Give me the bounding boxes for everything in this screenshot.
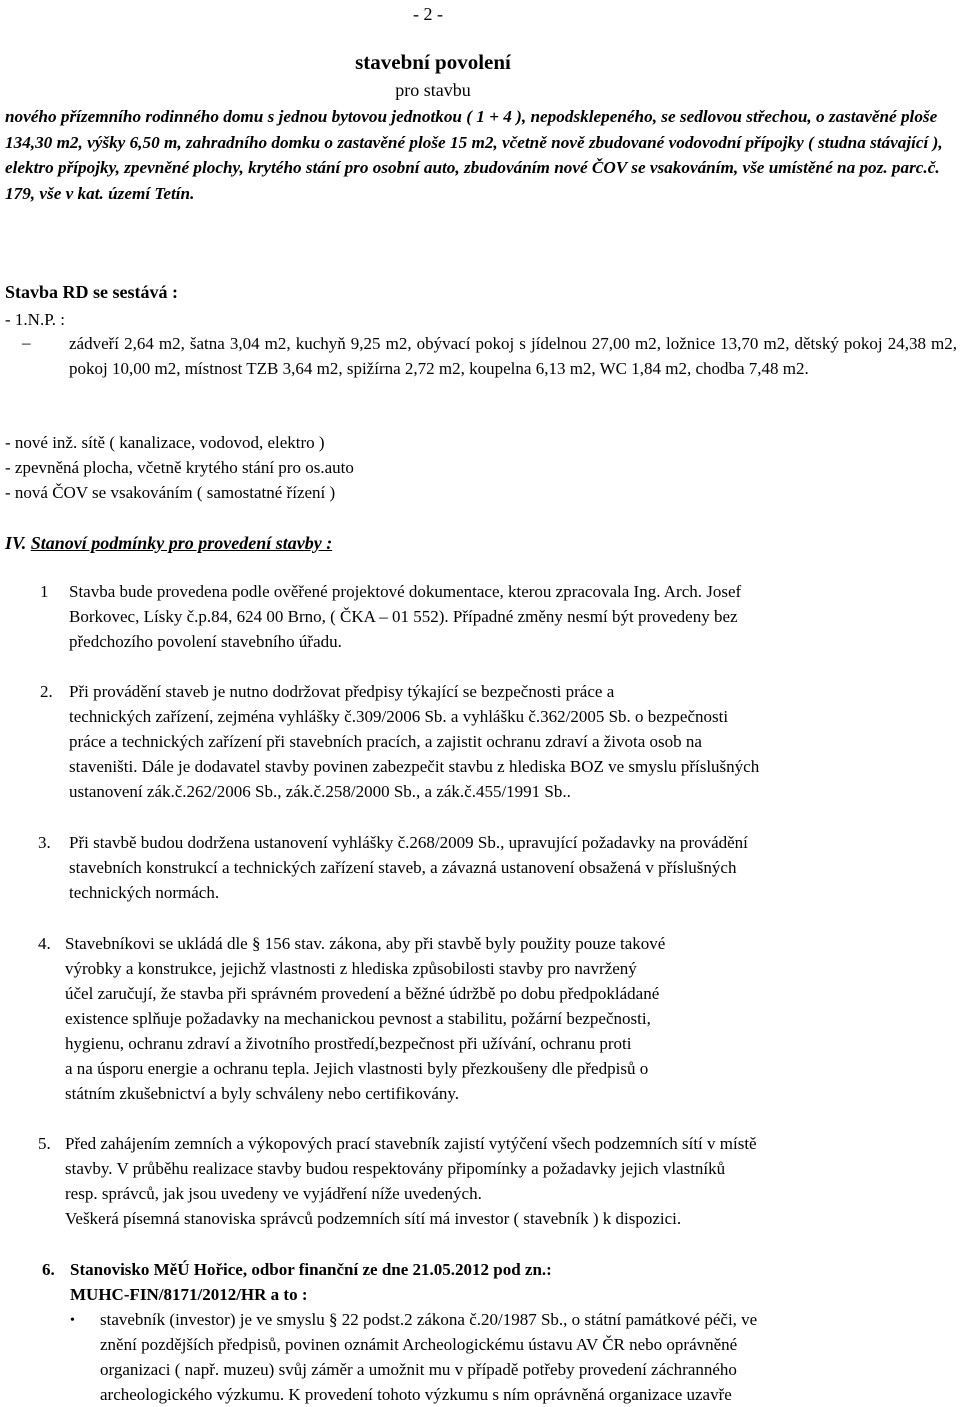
- item-number: 3.: [38, 833, 51, 852]
- floor-label: - 1.N.P. :: [5, 310, 65, 329]
- page-number: - 2 -: [413, 4, 443, 24]
- item-line: technických zařízení, zejména vyhlášky č.309/2006 Sb. a vyhlášku č.362/2005 Sb. o bezpečnosti: [69, 707, 729, 726]
- item-line: Před zahájením zemních a výkopových prací stavebník zajistí vytýčení všech podzemních sítí v místě: [65, 1134, 757, 1153]
- document-title: stavební povolení: [355, 50, 511, 74]
- item-number: 4.: [38, 934, 51, 953]
- item-line: technických normách.: [69, 883, 220, 902]
- extra-item: - nová ČOV se vsakováním ( samostatné řízení ): [5, 483, 336, 502]
- building-description: nového přízemního rodinného domu s jednou bytovou jednotkou ( 1 + 4 ), nepodsklepeného, se sedlovou střechou, o zastavěné ploše 134,30 m2, výšky 6,50 m, zahradního domku o zastavěné ploše 15 m2, včetně nově zbudované vodovodní přípojky ( studna stávající ), elektro přípojky, zpevněné plochy, krytého stání pro osobní auto, zbudováním nové ČOV se vsakováním, vše umístěné na poz. parc.č. 179, vše v kat. území Tetín.: [5, 107, 943, 203]
- item-line: stavebních konstrukcí a technických zařízení staveb, a závazná ustanovení obsažená v příslušných: [69, 858, 737, 877]
- bullet-line: archeologického výzkumu. K provedení tohoto výzkumu s ním oprávněná organizace uzavře: [100, 1385, 732, 1404]
- item-line: resp. správců, jak jsou uvedeny ve vyjádření níže uvedených.: [65, 1184, 482, 1203]
- bullet-line: stavebník (investor) je ve smyslu § 22 podst.2 zákona č.20/1987 Sb., o státní památkové péči, ve: [100, 1310, 758, 1329]
- room-list-dash: –: [22, 333, 31, 352]
- item-heading-line: MUHC-FIN/8171/2012/HR a to :: [70, 1285, 308, 1304]
- item-line: účel zaručují, že stavba při správném provedení a běžné údržbě po dobu předpokládané: [65, 984, 660, 1003]
- item-line: státním zkušebnictví a byly schváleny nebo certifikovány.: [65, 1084, 460, 1103]
- item-line: Stavba bude provedena podle ověřené projektové dokumentace, kterou zpracovala Ing. Arch. Josef: [69, 582, 742, 601]
- item-line: Při stavbě budou dodržena ustanovení vyhlášky č.268/2009 Sb., upravující požadavky na provádění: [69, 833, 748, 852]
- item-line: ustanovení zák.č.262/2006 Sb., zák.č.258/2000 Sb., a zák.č.455/1991 Sb..: [69, 782, 571, 801]
- item-line: a na úsporu energie a ochranu tepla. Jejich vlastnosti byly přezkoušeny dle předpisů o: [65, 1059, 649, 1078]
- item-number: 6.: [42, 1260, 55, 1279]
- item-line: výrobky a konstrukce, jejichž vlastnosti z hlediska způsobilosti stavby pro navržený: [65, 959, 637, 978]
- item-line: práce a technických zařízení při stavebních pracích, a zajistit ochranu zdraví a života osob na: [69, 732, 702, 751]
- item-heading-line: Stanovisko MěÚ Hořice, odbor finanční ze dne 21.05.2012 pod zn.:: [70, 1260, 552, 1279]
- composition-heading: Stavba RD se sestává :: [5, 282, 178, 302]
- item-line: Při provádění staveb je nutno dodržovat předpisy týkající se bezpečnosti práce a: [69, 682, 615, 701]
- bullet-dot: •: [70, 1313, 75, 1328]
- item-line: Veškerá písemná stanoviska správců podzemních sítí má investor ( stavebník ) k dispozici.: [65, 1209, 682, 1228]
- conditions-title: Stanoví podmínky pro provedení stavby :: [30, 533, 333, 553]
- item-line: předchozího povolení stavebního úřadu.: [69, 632, 342, 651]
- extra-item: - zpevněná plocha, včetně krytého stání pro os.auto: [5, 458, 354, 477]
- room-list: zádveří 2,64 m2, šatna 3,04 m2, kuchyň 9,25 m2, obývací pokoj s jídelnou 27,00 m2, ložnice 13,70 m2, dětský pokoj 24,38 m2, pokoj 10,00 m2, místnost TZB 3,64 m2, spižírna 2,72 m2, koupelna 6,13 m2, WC 1,84 m2, chodba 7,48 m2.: [69, 334, 957, 379]
- item-line: staveništi. Dále je dodavatel stavby povinen zabezpečit stavbu z hlediska BOZ ve smyslu příslušných: [69, 757, 760, 776]
- item-line: Borkovec, Lísky č.p.84, 624 00 Brno, ( ČKA – 01 552). Případné změny nesmí být provedeny bez: [69, 607, 738, 626]
- document-subtitle: pro stavbu: [395, 80, 471, 100]
- roman-numeral: IV.: [5, 533, 27, 553]
- item-number: 1: [40, 582, 49, 601]
- item-line: existence splňuje požadavky na mechanickou pevnost a stabilitu, požární bezpečnosti,: [65, 1009, 651, 1028]
- item-line: Stavebníkovi se ukládá dle § 156 stav. zákona, aby při stavbě byly použity pouze takové: [65, 934, 666, 953]
- conditions-heading: [5, 531, 332, 556]
- item-line: stavby. V průběhu realizace stavby budou respektovány připomínky a požadavky jejich vlastníků: [65, 1159, 726, 1178]
- extra-item: - nové inž. sítě ( kanalizace, vodovod, elektro ): [5, 433, 325, 452]
- bullet-line: znění pozdějších předpisů, povinen oznámit Archeologickému ústavu AV ČR nebo oprávněné: [100, 1335, 738, 1354]
- item-line: hygienu, ochranu zdraví a životního prostředí,bezpečnost při užívání, ochranu proti: [65, 1034, 632, 1053]
- bullet-line: organizaci ( např. muzeu) svůj záměr a umožnit mu v případě potřeby provedení záchranného: [100, 1360, 737, 1379]
- item-number: 2.: [40, 682, 53, 701]
- item-number: 5.: [38, 1134, 51, 1153]
